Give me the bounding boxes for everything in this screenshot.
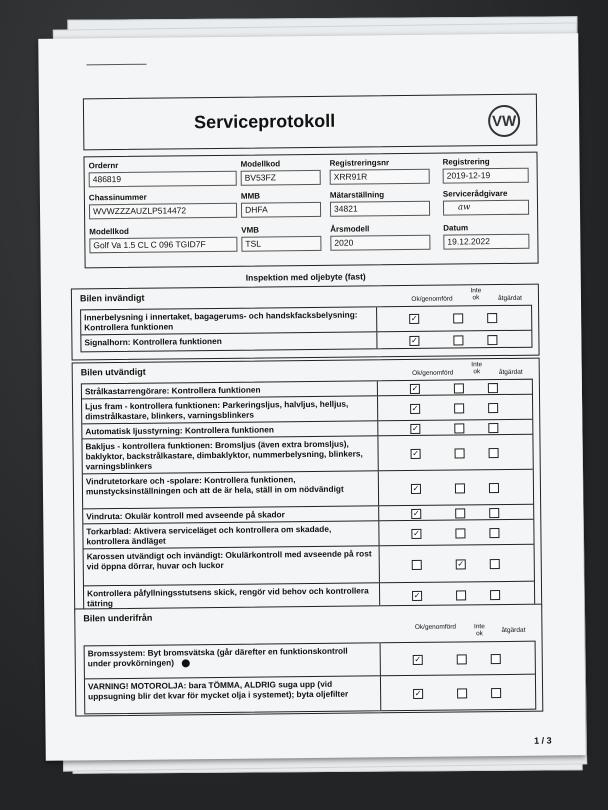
ink-dot — [182, 659, 190, 667]
section-bilen-utvandigt: Bilen utvändigt Ok/genomförd Inte ok åtgärdat Strålkastarrengörare: Kontrollera funktionen ✓ Ljus fram - kontrollera funktionen: Parkeringsljus, halvljus, helljus, dimstrålkastare, blinkers, varningsblinkers ✓ Automatisk ljusstyrning: Kontrollera funktionen ✓ Bakljus - kontrollera funktionen: Bromsljus (även extra bromsljus), baklyktor, backstrålkastare, dimbaklyktor, nummerbelysning, blinkers, varningsblinkers ✓ Vindrutetorkare och -spolare: Kontrollera funktionen, munstycksinställningen och att de är hela, ställ in om nödvändigt ✓ Vindruta: Okulär kontroll med avseende på skador ✓ Torkarblad: Aktivera serviceläget och kontrollera om skadade, kontrollera ändläget ✓ Karossen utvändigt och invändigt: Okulärkontroll med avseende på rost vid öppna dörrar, huvar och luckor ✓ Kontrollera påfyllningsstutsens skick, rengör vid behov och kontrollera tätring ✓ — [72, 358, 543, 613]
checklist-row: Karossen utvändigt och invändigt: Okulärkontroll med avseende på rost vid öppna dörrar, huvar och luckor ✓ — [84, 545, 534, 587]
checklist-row: Innerbelysning i innertaket, bagagerums- och handskfacksbelysning: Kontrollera funktionen ✓ — [81, 306, 531, 336]
field-modellkod: Modellkod BV53FZ — [241, 159, 321, 186]
atgardat-checkbox[interactable] — [491, 688, 501, 698]
checklist-table — [80, 305, 532, 353]
ok-checkbox[interactable]: ✓ — [411, 335, 418, 345]
inte-ok-checkbox[interactable] — [453, 313, 463, 323]
field-matarstallning: Mätarställning 34821 — [330, 190, 430, 217]
atgardat-checkbox[interactable] — [488, 383, 498, 393]
checklist-row: Signalhorn: Kontrollera funktionen ✓ — [81, 331, 531, 352]
checklist-row: Bromssystem: Byt bromsvätska (går därefter en funktionskontroll under provkörningen) ✓ — [85, 642, 535, 680]
atgardat-checkbox[interactable] — [488, 403, 498, 413]
checklist-row: Strålkastarrengörare: Kontrollera funktionen ✓ — [82, 380, 532, 400]
checklist-row: Vindruta: Okulär kontroll med avseende på skador ✓ — [83, 505, 533, 525]
section-bilen-underifran: Bilen underifrån Ok/genomförd Inte ok åtgärdat Bromssystem: Byt bromsvätska (går därefter en funktionskontroll under provkörningen) ✓ VARNING! MOTOROLJA: bara TÖMMA, ALDRIG suga upp (vid uppsugning blir det kvar för mycket olja i systemet); byta oljefilter ✓ — [74, 604, 543, 717]
atgardat-checkbox[interactable] — [491, 654, 501, 664]
atgardat-checkbox[interactable] — [489, 448, 499, 458]
ok-checkbox[interactable]: ✓ — [411, 403, 419, 413]
checklist-row: Automatisk ljusstyrning: Kontrollera funktionen ✓ — [82, 420, 532, 440]
checklist-row: VARNING! MOTOROLJA: bara TÖMMA, ALDRIG suga upp (vid uppsugning blir det kvar för mycket olja i systemet); byta oljefilter ✓ — [85, 675, 535, 714]
field-servicerad-givare: Servicerådgivare aw — [443, 189, 529, 216]
top-rule — [87, 64, 147, 66]
inte-ok-checkbox[interactable] — [454, 403, 464, 413]
field-vmb: VMB TSL — [241, 225, 321, 252]
checklist-row: Torkarblad: Aktivera serviceläget och kontrollera om skadade, kontrollera ändläget ✓ — [83, 520, 533, 550]
checklist-row: Bakljus - kontrollera funktionen: Bromsljus (även extra bromsljus), baklyktor, backstrålkastare, dimbaklyktor, nummerbelysning, blinkers, varningsblinkers ✓ — [82, 435, 532, 475]
atgardat-checkbox[interactable] — [488, 423, 498, 433]
checklist-row: Kontrollera påfyllningsstutsens skick, rengör vid behov och kontrollera tätring ✓ — [84, 582, 534, 611]
section-title: Bilen underifrån — [83, 612, 153, 624]
inspection-subtitle: Inspektion med oljebyte (fast) — [245, 271, 366, 283]
inte-ok-checkbox[interactable] — [455, 448, 465, 458]
ok-checkbox[interactable]: ✓ — [412, 448, 419, 458]
field-mmb: MMB DHFA — [241, 191, 321, 218]
field-registreringsnr: Registreringsnr XRR91R — [330, 158, 430, 185]
section-title: Bilen utvändigt — [80, 366, 146, 378]
checklist-row: Vindrutetorkare och -spolare: Kontrollera funktionen, munstycksinställningen och att de är hela, ställ in om nödvändigt ✓ — [83, 470, 533, 510]
inte-ok-checkbox[interactable] — [457, 654, 467, 664]
inte-ok-checkbox[interactable] — [454, 383, 464, 393]
ok-checkbox[interactable]: ✓ — [414, 654, 422, 664]
section-bilen-invandigt: Bilen invändigt Ok/genomförd Inte ok åtgärdat Innerbelysning i innertaket, bagagerums- och handskfacksbelysning: Kontrollera funktionen ✓ Signalhorn: Kontrollera funktionen ✓ — [71, 284, 540, 361]
vw-logo-icon: VW — [488, 105, 520, 137]
ok-checkbox[interactable]: ✓ — [413, 528, 420, 538]
section-title: Bilen invändigt — [79, 292, 145, 304]
atgardat-checkbox[interactable] — [487, 313, 497, 323]
checklist-table — [81, 379, 535, 612]
inte-ok-checkbox[interactable] — [456, 590, 466, 600]
field-registrering: Registrering 2019-12-19 — [443, 157, 529, 184]
field-arsmodell: Årsmodell 2020 — [330, 224, 430, 251]
ok-checkbox[interactable] — [412, 560, 422, 570]
document-header — [83, 94, 538, 151]
atgardat-checkbox[interactable] — [489, 483, 499, 493]
vehicle-info-box — [83, 152, 538, 269]
atgardat-checkbox[interactable] — [490, 559, 500, 569]
ok-checkbox[interactable]: ✓ — [412, 508, 420, 518]
ok-checkbox[interactable]: ✓ — [414, 688, 422, 698]
signature: aw — [443, 200, 529, 216]
field-ordernr: Ordernr 486819 — [89, 160, 237, 188]
inte-ok-checkbox[interactable] — [455, 508, 465, 518]
ok-checkbox[interactable]: ✓ — [410, 313, 418, 323]
inte-ok-checkbox[interactable] — [455, 528, 465, 538]
inte-ok-checkbox[interactable] — [453, 335, 463, 345]
field-datum: Datum 19.12.2022 — [443, 223, 529, 250]
ok-checkbox[interactable]: ✓ — [411, 423, 419, 433]
atgardat-checkbox[interactable] — [489, 508, 499, 518]
document-page — [38, 33, 586, 761]
atgardat-checkbox[interactable] — [490, 590, 500, 600]
checklist-table — [84, 641, 537, 715]
ok-checkbox[interactable]: ✓ — [413, 590, 421, 600]
inte-ok-checkbox[interactable] — [457, 688, 467, 698]
ok-checkbox[interactable]: ✓ — [411, 383, 419, 393]
ok-checkbox[interactable]: ✓ — [412, 483, 420, 493]
field-modellkod-full: Modellkod Golf Va 1.5 CL C 096 TGID7F — [89, 226, 237, 254]
field-chassinummer: Chassinummer WVWZZZAUZLP514472 — [89, 192, 237, 220]
page-number: 1 / 3 — [534, 735, 552, 746]
inte-ok-checkbox[interactable]: ✓ — [457, 559, 465, 569]
atgardat-checkbox[interactable] — [489, 528, 499, 538]
inte-ok-checkbox[interactable] — [454, 423, 464, 433]
checklist-row: Ljus fram - kontrollera funktionen: Parkeringsljus, halvljus, helljus, dimstrålkastare, blinkers, varningsblinkers ✓ — [82, 395, 532, 425]
page-title: Serviceprotokoll — [194, 110, 336, 133]
inte-ok-checkbox[interactable] — [455, 483, 465, 493]
atgardat-checkbox[interactable] — [487, 335, 497, 345]
